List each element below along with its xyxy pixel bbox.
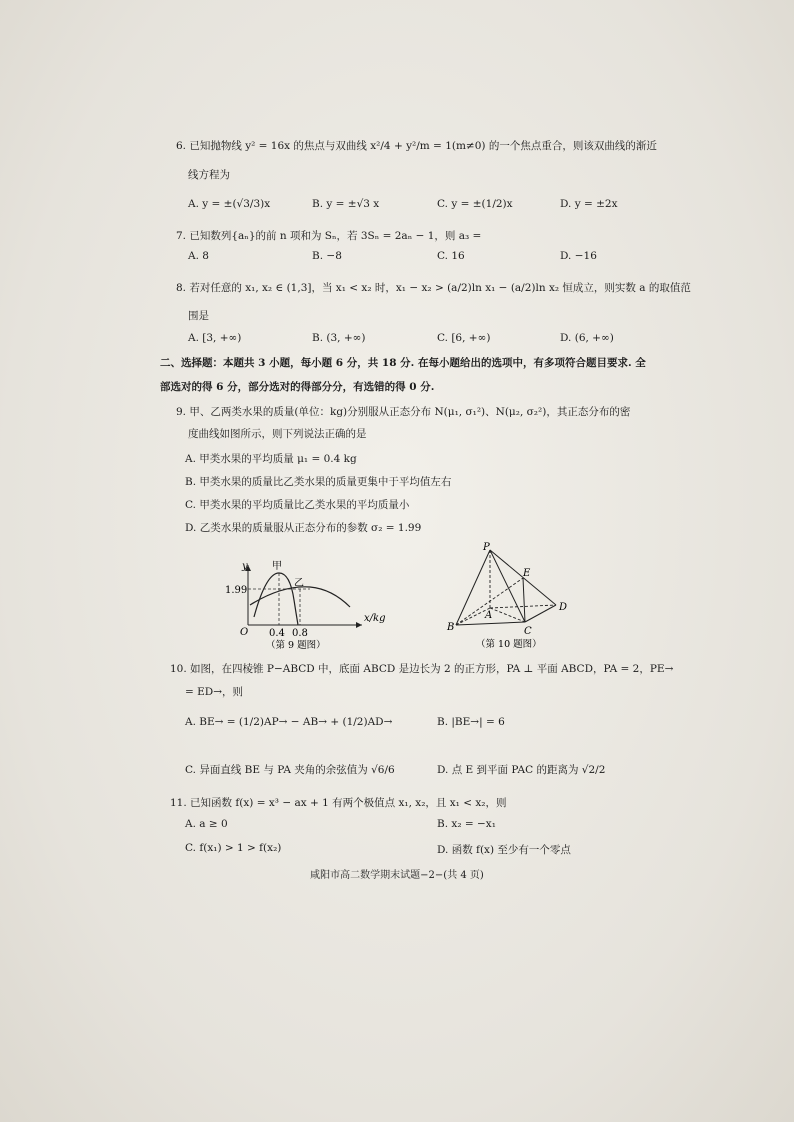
vertex-a: A bbox=[485, 610, 493, 621]
q10-stem-line1: 10. 如图，在四棱锥 P−ABCD 中，底面 ABCD 是边长为 2 的正方形，PA ⊥ 平面 ABCD，PA = 2，PE→ bbox=[170, 663, 674, 675]
q6-option-c: C. y = ±(1/2)x bbox=[437, 198, 513, 210]
q11-option-b: B. x₂ = −x₁ bbox=[437, 818, 496, 830]
q11-stem: 11. 已知函数 f(x) = x³ − ax + 1 有两个极值点 x₁, x₂，且 x₁ < x₂，则 bbox=[170, 797, 507, 809]
q7-option-a: A. 8 bbox=[188, 250, 209, 262]
figure-9-normal-curves bbox=[222, 555, 397, 650]
q10-option-d: D. 点 E 到平面 PAC 的距离为 √2/2 bbox=[437, 764, 606, 776]
q9-stem-line2: 度曲线如图所示，则下列说法正确的是 bbox=[188, 428, 367, 440]
q10-option-c: C. 异面直线 BE 与 PA 夹角的余弦值为 √6/6 bbox=[185, 764, 395, 776]
fig9-caption: （第 9 题图） bbox=[266, 640, 326, 650]
q9-option-c: C. 甲类水果的平均质量比乙类水果的平均质量小 bbox=[185, 499, 410, 511]
fig9-x-tick-0: 0.4 bbox=[269, 628, 285, 639]
fig10-caption: （第 10 题图） bbox=[476, 639, 542, 650]
q6-option-a: A. y = ±(√3/3)x bbox=[188, 198, 271, 210]
q9-stem-line1: 9. 甲、乙两类水果的质量(单位：kg)分别服从正态分布 N(μ₁, σ₁²)、N(μ₂, σ₂²)，其正态分布的密 bbox=[176, 406, 631, 418]
q7-option-d: D. −16 bbox=[560, 250, 597, 262]
vertex-d: D bbox=[559, 602, 568, 613]
vertex-e: E bbox=[523, 568, 531, 579]
q8-stem-line2: 围是 bbox=[188, 310, 209, 322]
q9-option-d: D. 乙类水果的质量服从正态分布的参数 σ₂ = 1.99 bbox=[185, 522, 422, 534]
q11-option-c: C. f(x₁) > 1 > f(x₂) bbox=[185, 842, 282, 854]
q10-option-a: A. BE→ = (1/2)AP→ − AB→ + (1/2)AD→ bbox=[185, 716, 393, 728]
fig9-x-tick-1: 0.8 bbox=[292, 628, 308, 639]
edge-bc bbox=[456, 622, 525, 625]
vertex-b: B bbox=[447, 622, 455, 633]
edge-cd bbox=[525, 605, 556, 622]
q11-option-d: D. 函数 f(x) 至少有一个零点 bbox=[437, 844, 571, 856]
q11-option-a: A. a ≥ 0 bbox=[185, 818, 228, 830]
q7-option-c: C. 16 bbox=[437, 250, 465, 262]
q8-option-c: C. [6, +∞) bbox=[437, 332, 491, 344]
q8-option-b: B. (3, +∞) bbox=[312, 332, 366, 344]
edge-pc bbox=[490, 550, 525, 622]
q6-option-d: D. y = ±2x bbox=[560, 198, 618, 210]
vertex-c: C bbox=[524, 626, 532, 637]
q8-stem-line1: 8. 若对任意的 x₁, x₂ ∈ (1,3]，当 x₁ < x₂ 时，x₁ − x₂ > (a/2)ln x₁ − (a/2)ln x₂ 恒成立，则实数 a 的取值范 bbox=[176, 282, 691, 294]
segment-ce bbox=[523, 578, 525, 622]
q6-stem-line2: 线方程为 bbox=[188, 169, 230, 181]
fig9-curve-label-jia: 甲 bbox=[272, 561, 282, 572]
q7-stem: 7. 已知数列{aₙ}的前 n 项和为 Sₙ，若 3Sₙ = 2aₙ − 1，则 a₃ = bbox=[176, 230, 482, 242]
page-footer: 咸阳市高二数学期末试题−2−(共 4 页) bbox=[310, 870, 484, 881]
vertex-p: P bbox=[483, 542, 490, 553]
fig9-y-label: y bbox=[242, 561, 248, 572]
fig9-x-label: x/kg bbox=[364, 613, 386, 624]
fig9-origin: O bbox=[240, 627, 249, 638]
q7-option-b: B. −8 bbox=[312, 250, 342, 262]
edge-ad bbox=[490, 605, 556, 608]
q8-option-d: D. (6, +∞) bbox=[560, 332, 614, 344]
q10-option-b: B. |BE→| = 6 bbox=[437, 716, 505, 728]
q10-stem-line2: = ED→，则 bbox=[185, 686, 244, 698]
section-2-heading-line2: 部选对的得 6 分，部分选对的得部分分，有选错的得 0 分. bbox=[160, 381, 435, 393]
q9-option-b: B. 甲类水果的质量比乙类水果的质量更集中于平均值左右 bbox=[185, 476, 452, 488]
q9-option-a: A. 甲类水果的平均质量 μ₁ = 0.4 kg bbox=[185, 453, 357, 465]
x-axis-arrow bbox=[356, 622, 362, 628]
q6-option-b: B. y = ±√3 x bbox=[312, 198, 380, 210]
q8-option-a: A. [3, +∞) bbox=[188, 332, 242, 344]
fig9-curve-label-yi: 乙 bbox=[294, 578, 304, 589]
figure-10-pyramid bbox=[440, 540, 580, 650]
section-2-heading-line1: 二、选择题：本题共 3 小题，每小题 6 分，共 18 分. 在每小题给出的选项中，有多项符合题目要求. 全 bbox=[160, 357, 646, 369]
fig9-y-tick: 1.99 bbox=[225, 585, 248, 596]
q6-stem-line1: 6. 已知抛物线 y² = 16x 的焦点与双曲线 x²/4 + y²/m = 1(m≠0) 的一个焦点重合，则该双曲线的渐近 bbox=[176, 140, 657, 152]
